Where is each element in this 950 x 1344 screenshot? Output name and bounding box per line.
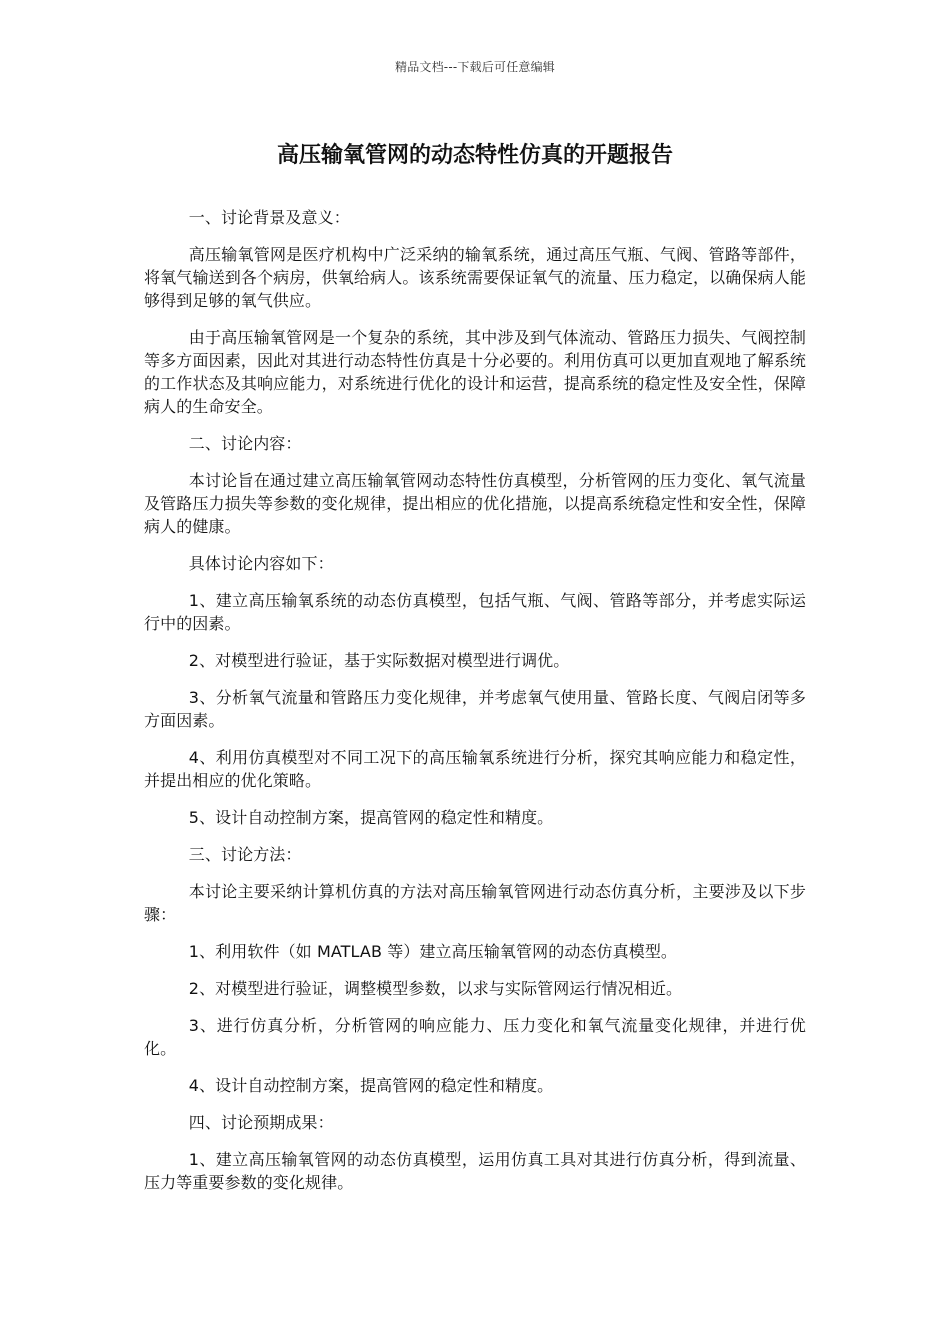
- document-title: 高压输氧管网的动态特性仿真的开题报告: [276, 143, 673, 168]
- body-paragraph: 具体讨论内容如下：: [188, 554, 334, 573]
- body-paragraph: 本讨论旨在通过建立高压输氧管网动态特性仿真模型，分析管网的压力变化、氧气流量及管路压力损失等参数的变化规律，提出相应的优化措施，以提高系统稳定性和安全性，保障病人的健康。: [144, 471, 806, 536]
- list-item: 2、对模型进行验证，调整模型参数，以求与实际管网运行情况相近。: [188, 979, 683, 998]
- list-item: 1、利用软件（如 MATLAB 等）建立高压输氧管网的动态仿真模型。: [188, 942, 678, 961]
- section-heading-content: 二、讨论内容：: [188, 434, 302, 453]
- section-heading-background: 一、讨论背景及意义：: [188, 208, 350, 227]
- list-item: 5、设计自动控制方案，提高管网的稳定性和精度。: [188, 808, 554, 827]
- section-heading-method: 三、讨论方法：: [188, 845, 302, 864]
- list-item: 1、建立高压输氧管网的动态仿真模型，运用仿真工具对其进行仿真分析，得到流量、压力等重要参数的变化规律。: [144, 1150, 806, 1192]
- body-paragraph: 本讨论主要采纳计算机仿真的方法对高压输氧管网进行动态仿真分析，主要涉及以下步骤：: [144, 882, 806, 924]
- list-item: 2、对模型进行验证，基于实际数据对模型进行调优。: [188, 651, 570, 670]
- list-item: 3、分析氧气流量和管路压力变化规律，并考虑氧气使用量、管路长度、气阀启闭等多方面因素。: [144, 688, 806, 730]
- section-heading-outcomes: 四、讨论预期成果：: [188, 1113, 334, 1132]
- page-header: 精品文档---下载后可任意编辑: [395, 60, 555, 74]
- list-item: 4、设计自动控制方案，提高管网的稳定性和精度。: [188, 1076, 554, 1095]
- list-item: 4、利用仿真模型对不同工况下的高压输氧系统进行分析，探究其响应能力和稳定性，并提出相应的优化策略。: [144, 748, 806, 790]
- document-body: [144, 206, 806, 1208]
- list-item: 1、建立高压输氧系统的动态仿真模型，包括气瓶、气阀、管路等部分，并考虑实际运行中的因素。: [144, 591, 806, 633]
- body-paragraph: 高压输氧管网是医疗机构中广泛采纳的输氧系统，通过高压气瓶、气阀、管路等部件，将氧气输送到各个病房，供氧给病人。该系统需要保证氧气的流量、压力稳定，以确保病人能够得到足够的氧气供应。: [144, 245, 806, 310]
- body-paragraph: 由于高压输氧管网是一个复杂的系统，其中涉及到气体流动、管路压力损失、气阀控制等多方面因素，因此对其进行动态特性仿真是十分必要的。利用仿真可以更加直观地了解系统的工作状态及其响应能力，对系统进行优化的设计和运营，提高系统的稳定性及安全性，保障病人的生命安全。: [144, 328, 806, 416]
- list-item: 3、进行仿真分析，分析管网的响应能力、压力变化和氧气流量变化规律，并进行优化。: [144, 1016, 806, 1058]
